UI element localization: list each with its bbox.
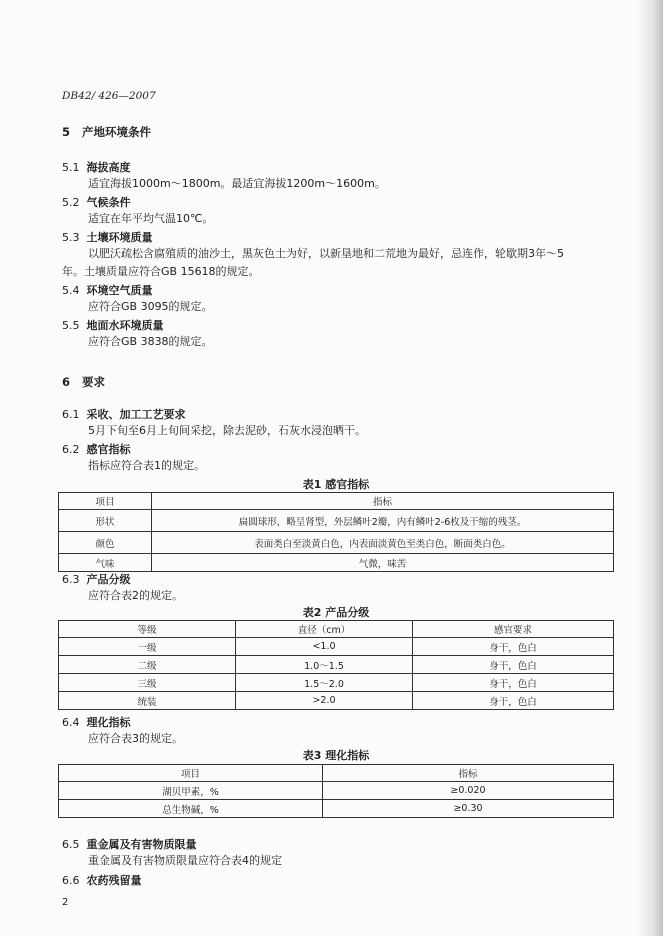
section-6-1-heading [62,406,186,422]
table-row [59,554,614,572]
table-row [59,692,614,710]
section-5-4-heading [62,282,153,298]
table-cell: >2.0 [236,692,413,710]
section-6-4-heading [62,714,131,730]
table-cell: 身干，色白 [413,674,614,692]
section-title: 要求 [82,375,106,389]
section-6-3-heading [62,571,131,587]
section-6-heading [62,374,105,390]
section-title: 产地环境条件 [82,125,152,139]
table-header-cell: 项目 [59,493,152,510]
page-number: 2 [62,897,69,908]
table-cell: 身干，色白 [413,692,614,710]
section-6-5-heading [62,836,197,852]
table-cell: 气微，味苦 [152,554,614,572]
section-number: 6.6 [62,874,80,887]
section-6-2-text: 指标应符合表1的规定。 [88,459,205,472]
section-number: 6.1 [62,408,80,421]
section-title: 感官指标 [86,443,131,456]
section-6-1-text: 5月下旬至6月上旬间采挖，除去泥砂，石灰水浸泡晒干。 [88,424,366,437]
table-cell: 一级 [59,638,236,656]
section-title: 气候条件 [86,196,131,209]
table-cell: 形状 [59,510,152,532]
section-title: 采收、加工工艺要求 [86,408,186,421]
table-header-row [59,765,614,782]
table-row [59,638,614,656]
table-row [59,800,614,818]
section-6-6-heading [62,872,142,888]
section-5-1-heading [62,159,131,175]
section-title: 产品分级 [86,573,131,586]
table-cell: 表面类白至淡黄白色，内表面淡黄色至类白色，断面类白色。 [152,532,614,554]
doc-code: DB42/ 426—2007 [62,90,156,102]
section-6-4-text: 应符合表3的规定。 [88,732,183,745]
section-5-3-heading [62,229,153,245]
section-5-5-heading [62,317,164,333]
scan-edge-shadow [637,0,663,936]
section-number: 5.2 [62,196,80,209]
table-cell: <1.0 [236,638,413,656]
section-title: 地面水环境质量 [86,319,164,332]
section-title: 理化指标 [86,716,131,729]
section-5-5-text: 应符合GB 3838的规定。 [88,335,213,348]
table-cell: 1.0～1.5 [236,656,413,674]
table-cell: ≥0.020 [323,782,614,800]
section-5-3-text-line-2: 年。土壤质量应符合GB 15618的规定。 [62,265,260,278]
table-row [59,674,614,692]
table-1-caption: 表1 感官指标 [302,478,370,491]
table-cell: 气味 [59,554,152,572]
section-title: 农药残留量 [86,874,142,887]
section-5-2-heading [62,194,131,210]
section-number: 6.4 [62,716,80,729]
table-cell: 身干，色白 [413,656,614,674]
section-title: 土壤环境质量 [86,231,153,244]
section-number: 6.5 [62,838,80,851]
table-header-row [59,493,614,510]
table-header-cell: 指标 [323,765,614,782]
table-header-cell: 指标 [152,493,614,510]
table-cell: 湖贝甲素，% [59,782,323,800]
section-number: 6.2 [62,443,80,456]
table-3 [58,764,614,818]
section-6-2-heading [62,441,131,457]
table-cell: 总生物碱，% [59,800,323,818]
table-header-cell: 等级 [59,621,236,638]
table-header-cell: 项目 [59,765,323,782]
table-row [59,510,614,532]
section-number: 5.3 [62,231,80,244]
section-number: 5 [62,125,71,139]
table-2-caption: 表2 产品分级 [302,606,370,619]
table-cell: 二级 [59,656,236,674]
section-6-5-text: 重金属及有害物质限量应符合表4的规定 [88,854,282,867]
table-row [59,782,614,800]
table-row [59,532,614,554]
section-title: 海拔高度 [86,161,131,174]
table-cell: 颜色 [59,532,152,554]
table-3-caption: 表3 理化指标 [302,749,370,762]
table-1 [58,492,614,572]
table-header-row [59,621,614,638]
table-2 [58,620,614,710]
section-number: 5.4 [62,284,80,297]
table-cell: 1.5～2.0 [236,674,413,692]
table-header-cell: 直径（cm） [236,621,413,638]
section-6-3-text: 应符合表2的规定。 [88,589,183,602]
table-cell: 统装 [59,692,236,710]
section-5-1-text: 适宜海拔1000m～1800m。最适宜海拔1200m～1600m。 [88,177,386,190]
table-cell: 三级 [59,674,236,692]
table-cell: ≥0.30 [323,800,614,818]
section-number: 6 [62,375,71,389]
table-cell: 身干，色白 [413,638,614,656]
table-row [59,656,614,674]
table-header-cell: 感官要求 [413,621,614,638]
section-number: 5.5 [62,319,80,332]
section-5-3-text-line-1: 以肥沃疏松含腐殖质的油沙土，黑灰色土为好，以新垦地和二荒地为最好，忌连作，轮歇期3年～5 [88,247,564,260]
table-cell: 扁圆球形，略呈肾型，外层鳞叶2瓣，内有鳞叶2-6枚及干缩的残茎。 [152,510,614,532]
section-5-heading [62,124,151,140]
section-5-2-text: 适宜在年平均气温10℃。 [88,212,214,225]
section-number: 5.1 [62,161,80,174]
section-title: 环境空气质量 [86,284,153,297]
section-5-4-text: 应符合GB 3095的规定。 [88,300,213,313]
section-title: 重金属及有害物质限量 [86,838,197,851]
section-number: 6.3 [62,573,80,586]
